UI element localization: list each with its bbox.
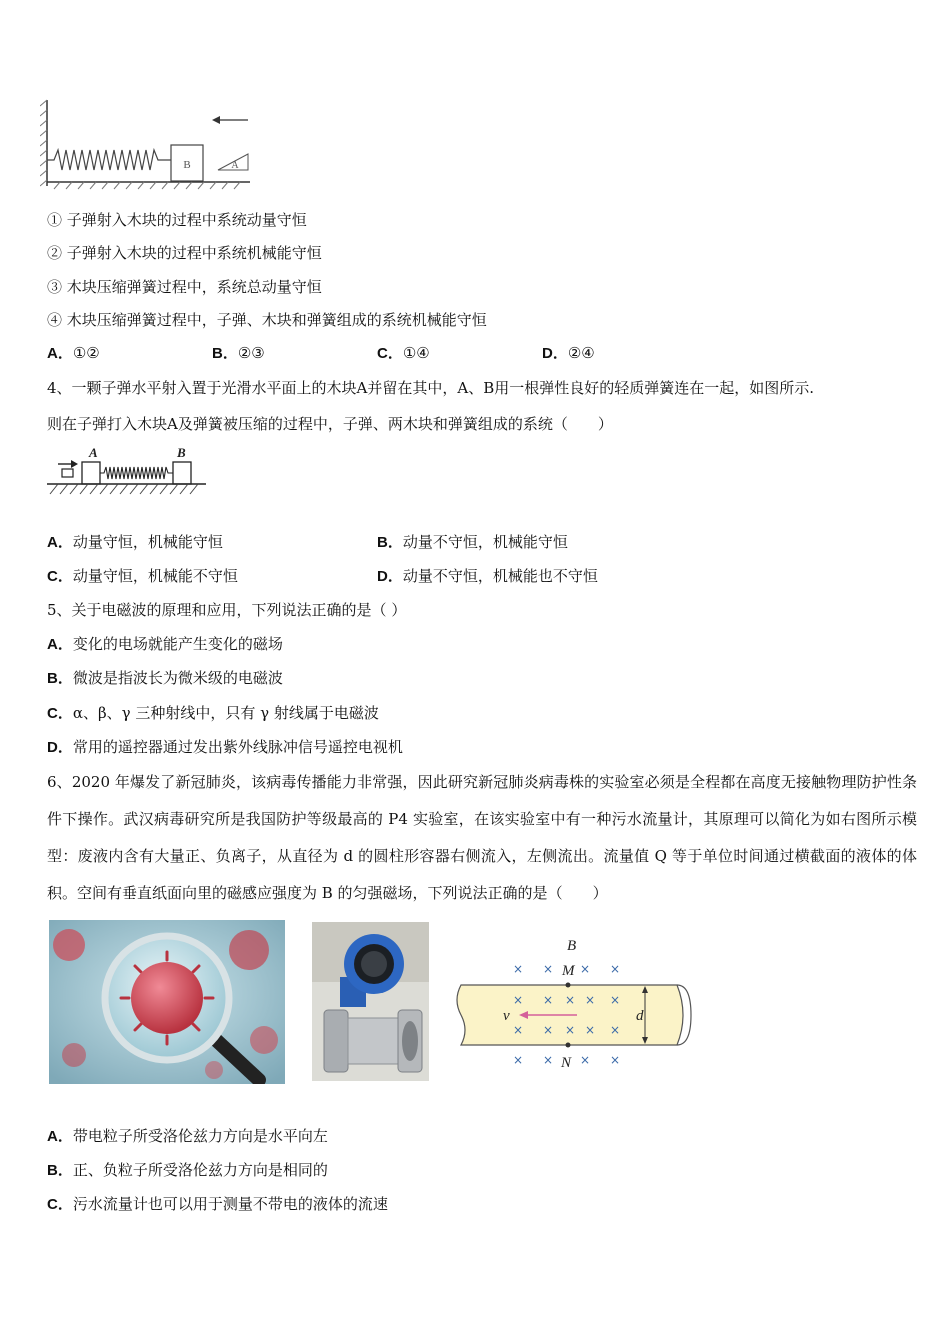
field-cross: ×: [512, 1023, 524, 1037]
field-cross: ×: [564, 993, 576, 1007]
q3-option-c[interactable]: C．①④: [377, 344, 430, 362]
block-b-label: B: [183, 159, 191, 171]
label-v: v: [503, 1008, 510, 1024]
label-m: M: [562, 963, 575, 979]
statement-3: ③ 木块压缩弹簧过程中，系统总动量守恒: [47, 278, 322, 296]
statement-1: ① 子弹射入木块的过程中系统动量守恒: [47, 211, 307, 229]
q4-block-a: [82, 462, 100, 484]
pipe-magnetic-field-diagram: [455, 932, 695, 1077]
q5-stem: 5、关于电磁波的原理和应用，下列说法正确的是（ ）: [47, 601, 407, 619]
q6-option-c[interactable]: C．污水流量计也可以用于测量不带电的液体的流速: [47, 1195, 388, 1213]
statement-2: ② 子弹射入木块的过程中系统机械能守恒: [47, 244, 322, 262]
q4-two-block-figure: [44, 442, 209, 500]
flowmeter-photo: [312, 922, 429, 1081]
label-n: N: [561, 1055, 572, 1071]
virus-magnifier-image: [49, 920, 285, 1084]
q3-spring-block-figure: [40, 98, 252, 190]
q3-option-a[interactable]: A．①②: [47, 344, 100, 362]
q6-option-a[interactable]: A．带电粒子所受洛伦兹力方向是水平向左: [47, 1127, 328, 1145]
field-cross: ×: [542, 1023, 554, 1037]
field-cross: ×: [579, 962, 591, 976]
field-cross: ×: [609, 962, 621, 976]
q4-option-d[interactable]: D．动量不守恒，机械能也不守恒: [377, 567, 598, 585]
point-m: [566, 983, 571, 988]
label-d: d: [636, 1008, 644, 1024]
q4-option-b[interactable]: B．动量不守恒，机械能守恒: [377, 533, 568, 551]
q4-option-a[interactable]: A．动量守恒，机械能守恒: [47, 533, 223, 551]
field-cross: ×: [609, 993, 621, 1007]
q4-label-b: B: [177, 445, 186, 460]
field-cross: ×: [584, 1023, 596, 1037]
field-cross: ×: [609, 1053, 621, 1067]
q4-block-b: [173, 462, 191, 484]
statement-4: ④ 木块压缩弹簧过程中，子弹、木块和弹簧组成的系统机械能守恒: [47, 311, 487, 329]
field-cross: ×: [542, 962, 554, 976]
q4-spring: [100, 467, 173, 479]
label-b: B: [567, 938, 577, 954]
field-cross: ×: [512, 962, 524, 976]
q6-stem: 6、2020 年爆发了新冠肺炎，该病毒传播能力非常强，因此研究新冠肺炎病毒株的实验室必须是全程都在高度无接触物理防护性条件下操作。武汉病毒研究所是我国防护等级最高的 P4 实验室，在该实验室中有一种污水流量计，其原理可以简化为如右图所示模型：废液内含有大量正、负离子，从直径为 d 的圆柱形容器右侧流入，左侧流出。流量值 Q 等于单位时间通过横截面的液体的体积。空间有垂直纸面向里的磁感应强度为 B 的匀强磁场，下列说法正确的是（ ）: [47, 773, 917, 902]
q3-option-d[interactable]: D．②④: [542, 344, 595, 362]
bullet-a-label: A: [231, 160, 239, 171]
q6-option-b[interactable]: B．正、负粒子所受洛伦兹力方向是相同的: [47, 1161, 328, 1179]
field-cross: ×: [564, 1023, 576, 1037]
q5-option-a[interactable]: A．变化的电场就能产生变化的磁场: [47, 635, 283, 653]
q4-bullet: [62, 469, 73, 477]
field-cross: ×: [579, 1053, 591, 1067]
spring-coil: [47, 150, 171, 170]
q4-stem-line1: 4、一颗子弹水平射入置于光滑水平面上的木块A并留在其中，A、B用一根弹性良好的轻质弹簧连在一起，如图所示.: [47, 379, 815, 397]
field-cross: ×: [512, 993, 524, 1007]
field-cross: ×: [584, 993, 596, 1007]
q4-option-c[interactable]: C．动量守恒，机械能不守恒: [47, 567, 238, 585]
q5-option-c[interactable]: C．α、β、γ 三种射线中，只有 γ 射线属于电磁波: [47, 704, 379, 722]
q5-option-b[interactable]: B．微波是指波长为微米级的电磁波: [47, 669, 283, 687]
q4-label-a: A: [89, 445, 98, 460]
point-n: [566, 1043, 571, 1048]
field-cross: ×: [542, 993, 554, 1007]
q3-option-b[interactable]: B．②③: [212, 344, 265, 362]
q5-option-d[interactable]: D．常用的遥控器通过发出紫外线脉冲信号遥控电视机: [47, 738, 403, 756]
field-cross: ×: [542, 1053, 554, 1067]
field-cross: ×: [609, 1023, 621, 1037]
field-cross: ×: [512, 1053, 524, 1067]
q4-stem-line2: 则在子弹打入木块A及弹簧被压缩的过程中，子弹、两木块和弹簧组成的系统（ ）: [47, 415, 613, 433]
